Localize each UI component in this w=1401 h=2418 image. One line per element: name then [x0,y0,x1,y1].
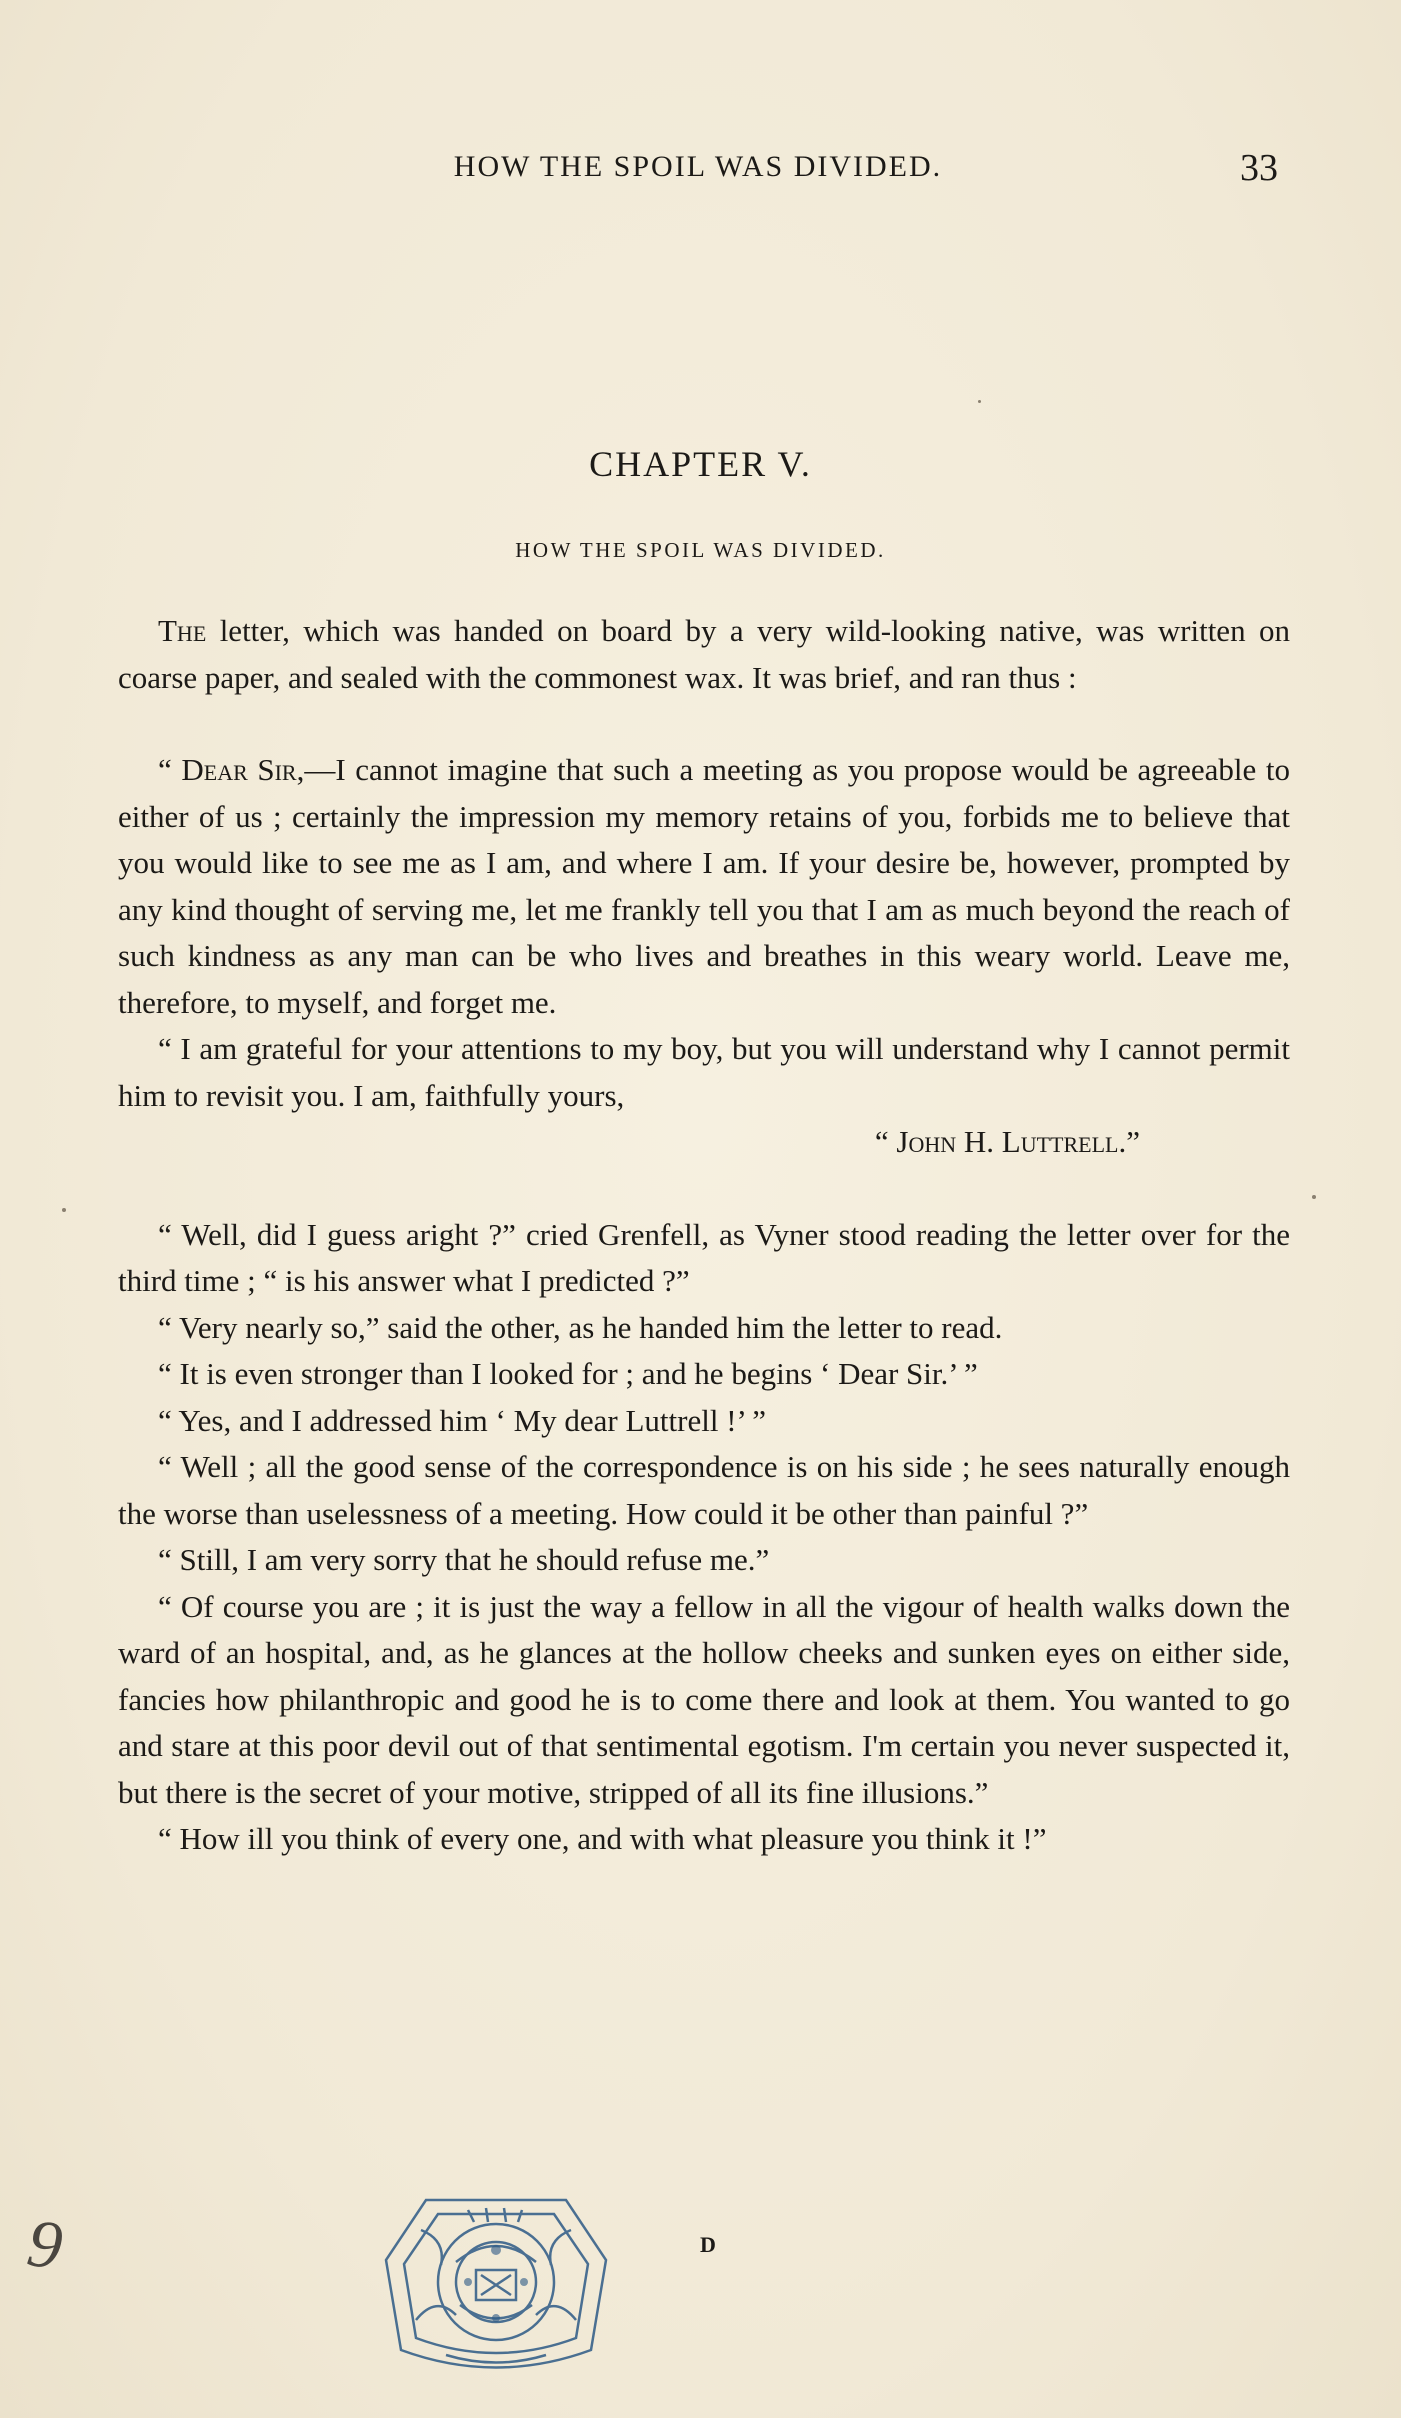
letter-salutation: Dear Sir, [181,752,305,787]
paragraph: “ Of course you are ; it is just the way a fellow in all the vigour of health walks down the ward of an hospital, and, as he glances at the hollow cheeks and sunken eyes on either side, fancies how philanthropic and good he is to come there and look at them. You wanted to go and stare at this poor devil out of that sentimental egotism. I'm certain you never suspected it, but there is the secret of your motive, stripped of all its fine illusions.” [118,1588,1290,1810]
paper-speck [978,400,981,403]
paragraph: “ Very nearly so,” said the other, as he handed him the letter to read. [158,1309,1003,1345]
body-text [118,608,1290,1863]
paragraph: “ Well ; all the good sense of the correspondence is on his side ; he sees naturally enough the worse than uselessness of a meeting. How could it be other than painful ?” [118,1449,1290,1531]
close-quote: ” [1126,1124,1140,1159]
paragraph [118,608,1290,701]
letter-paragraph: “ I am grateful for your attentions to my boy, but you will understand why I cannot permit him to revisit you. I am, faithfully yours, [118,1031,1290,1113]
paragraph: “ Still, I am very sorry that he should refuse me.” [158,1542,770,1577]
chapter-subtitle: HOW THE SPOIL WAS DIVIDED. [515,538,886,562]
paragraph: “ It is even stronger than I looked for ; and he begins ‘ Dear Sir.’ ” [158,1356,978,1391]
pencil-annotation: 9 [22,2204,68,2285]
letter-signature [118,1119,1290,1166]
open-quote: “ [874,1124,897,1159]
running-head-title: HOW THE SPOIL WAS DIVIDED. [453,150,943,183]
signature-name: John H. Luttrell. [896,1124,1127,1159]
open-quote: “ [158,752,182,787]
letter-paragraph [118,747,1290,1026]
paragraph-lead-word: The [158,613,207,648]
paragraph: “ Well, did I guess aright ?” cried Grenfell, as Vyner stood reading the letter over for the third time ; “ is his answer what I predicted ?” [118,1216,1290,1298]
paragraph: “ How ill you think of every one, and with what pleasure you think it !” [158,1821,1047,1856]
paragraph-text: —I cannot imagine that such a meeting as you propose would be agreeable to either of us ; certainly the impression my memory retains of you, forbids me to believe that you would like to see me as I am, and where I am. If your desire be, however, prompted by any kind thought of serving me, let me frankly tell you that I am as much beyond the reach of such kindness as any man can be who lives and breathes in this weary world. Leave me, therefore, to myself, and forget me. [118,752,1290,1020]
paragraph-text: letter, which was handed on board by a very wild-looking native, was written on coarse paper, and sealed with the commonest wax. It was brief, and ran thus : [118,613,1290,695]
chapter-title: CHAPTER V. [589,444,812,484]
running-head [118,147,1278,200]
library-stamp-icon [356,2170,636,2390]
paper-speck [62,1208,66,1212]
paragraph: “ Yes, and I addressed him ‘ My dear Luttrell !’ ” [158,1402,767,1438]
page-number: 33 [1240,147,1278,189]
paper-speck [1312,1195,1316,1199]
printer-signature-mark: D [700,2232,716,2257]
